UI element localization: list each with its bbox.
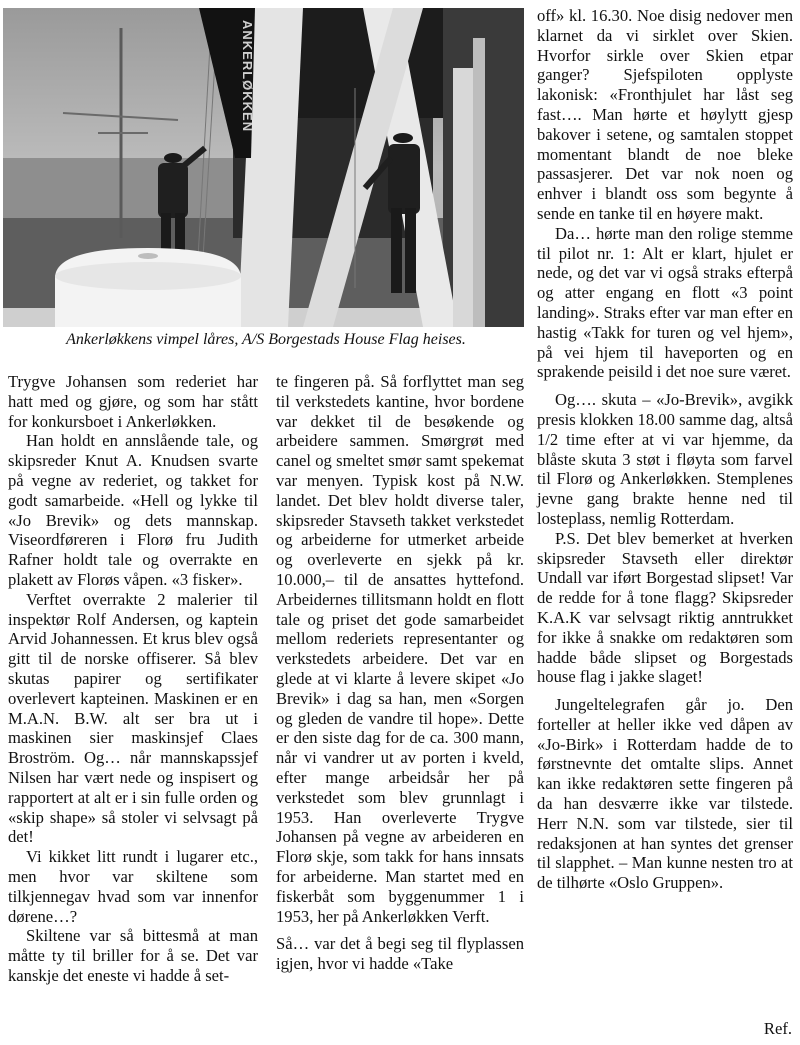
article-column-2	[276, 372, 524, 974]
photo-caption: Ankerløkkens vimpel låres, A/S Borgestads House Flag heises.	[66, 331, 466, 348]
paragraph: Da… hørte man den rolige stemme til pilot nr. 1: Alt er klart, hjulet er nede, og det var vi også straks efterpå og atter engang en flott «3 point landing». Straks efter var man efter en hastig «Takk for turen og vel hjem», på vei hjem til haveporten og en sprakende peisild i det noe sure været.	[537, 223, 793, 382]
paragraph: Så… var det å begi seg til flyplassen igjen, hvor vi hadde «Take	[276, 934, 524, 974]
paragraph: Trygve Johansen som rederiet har hatt med og gjøre, og som har stått for konkursboet i Ankerløkken.	[8, 372, 258, 431]
article-column-3	[537, 6, 793, 893]
svg-text:ANKERLØKKEN: ANKERLØKKEN	[240, 20, 255, 133]
paragraph: te fingeren på. Så forflyttet man seg til verkstedets kantine, hvor bordene var dekket til de besøkende og arbeidere sammen. Smørgrøt med canel og smeltet smør samt spekemat var menyen. Typisk kost på N.W. landet. Det blev holdt diverse taler, skipsreder Stavseth takket verkstedet og arbeiderne for utmerket arbeide og overleverte en sjekk på kr. 10.000,– til de ansattes hyttefond. Arbeidernes tillitsmann holdt en flott tale og priset det gode samarbeidet mellom rederiets representanter og verkstedets arbeidere. Det var en glede at vi klarte å levere skipet «Jo Brevik» i dag sa han, men «Sorgen og gleden de vandre til hope». Dette er den siste dag for de ca. 300 mann, når vi vandrer ut av porten i kveld, efter mange arbeidsår her på verkstedet som blev grunnlagt i 1953. Han overleverte Trygve Johansen på vegne av arbeideren en Florø skje, som takk for hans innsats for arbeiderne. Man startet med en fiskerbåt som byggenummer 1 i 1953, her på Ankerløkken Verft.	[276, 372, 524, 926]
paragraph: Skiltene var så bittesmå at man måtte ty til briller for å se. Det var kanskje det eneste vi hadde å set-	[8, 926, 258, 985]
paragraph: Og…. skuta – «Jo-Brevik», avgikk presis klokken 18.00 samme dag, altså 1/2 time efter at vi var hjemme, da blåste skuta 3 støt i fløyta som farvel til Florø og Ankerløkken. Stemplenes jevne gang brakte henne ned til losteplass, nemlig Rotterdam.	[537, 390, 793, 528]
ceremony-photo	[3, 8, 524, 327]
article-column-1	[8, 372, 258, 986]
paragraph: off» kl. 16.30. Noe disig nedover men klarnet da vi sirklet over Skien. Hvorfor sirkle over Skien etpar ganger? Sjefspiloten opplyste lakonisk: «Fronthjulet har låst seg fast…. Man hørte et høylytt gjesp bakover i setene, og samtalen stoppet momentant blandt de noe bleke passasjerer. Det var nok noen og enhver i blandt oss som begynte å sende en tanke til en høyere makt.	[537, 6, 793, 223]
paragraph: Jungeltelegrafen går jo. Den forteller at heller ikke ved dåpen av «Jo-Birk» i Rotterdam hadde de to førstnevnte det omtalte slips. Annet kan ikke redaktøren sette fingeren på da han desværre ikke var tilstede. Herr N.N. som var tilstede, sier til redaksjonen at han syntes det grenser til slapphet. – Man kunne nesten tro at de tilhørte «Oslo Gruppen».	[537, 695, 793, 893]
paragraph: Han holdt en annslående tale, og skipsreder Knut A. Knudsen svarte på vegne av rederiet, og takket for godt samarbeide. «Hell og lykke til «Jo Brevik» og dets mannskap. Viseordføreren i Florø fru Judith Rafner holdt tale og overrakte en plakett av Florøs våpen. «3 fisker».	[8, 431, 258, 589]
author-signature: Ref.	[763, 1019, 792, 1038]
paragraph: P.S. Det blev bemerket at hverken skipsreder Stavseth eller direktør Undall var iført Borgestad slipset! Var de redde for å tone flagg? Skipsreder K.A.K var selvsagt riktig anntrukket for ikke å snakke om redaktøren som hadde både slipset og Borgestads house flag i jakke slaget!	[537, 528, 793, 687]
paragraph: Vi kikket litt rundt i lugarer etc., men hvor var skiltene som tilkjennegav hvad som var innenfor dørene…?	[8, 847, 258, 926]
ceremony-photo-illustration	[3, 8, 524, 327]
paragraph: Verftet overrakte 2 malerier til inspektør Rolf Andersen, og kaptein Arvid Johannessen. Et krus blev også gitt til de norske offiserer. Så blev skutas papirer og sertifikater overlevert kapteinen. Maskinen er en M.A.N. B.W. alt ser bra ut i maskinen sier maskinsjef Claes Broström. Og… når mannskapssjef Nilsen har vært nede og inspisert og rapportert at alt er i sin fulle orden og «skip shape» så stoler vi selvsagt på det!	[8, 589, 258, 847]
